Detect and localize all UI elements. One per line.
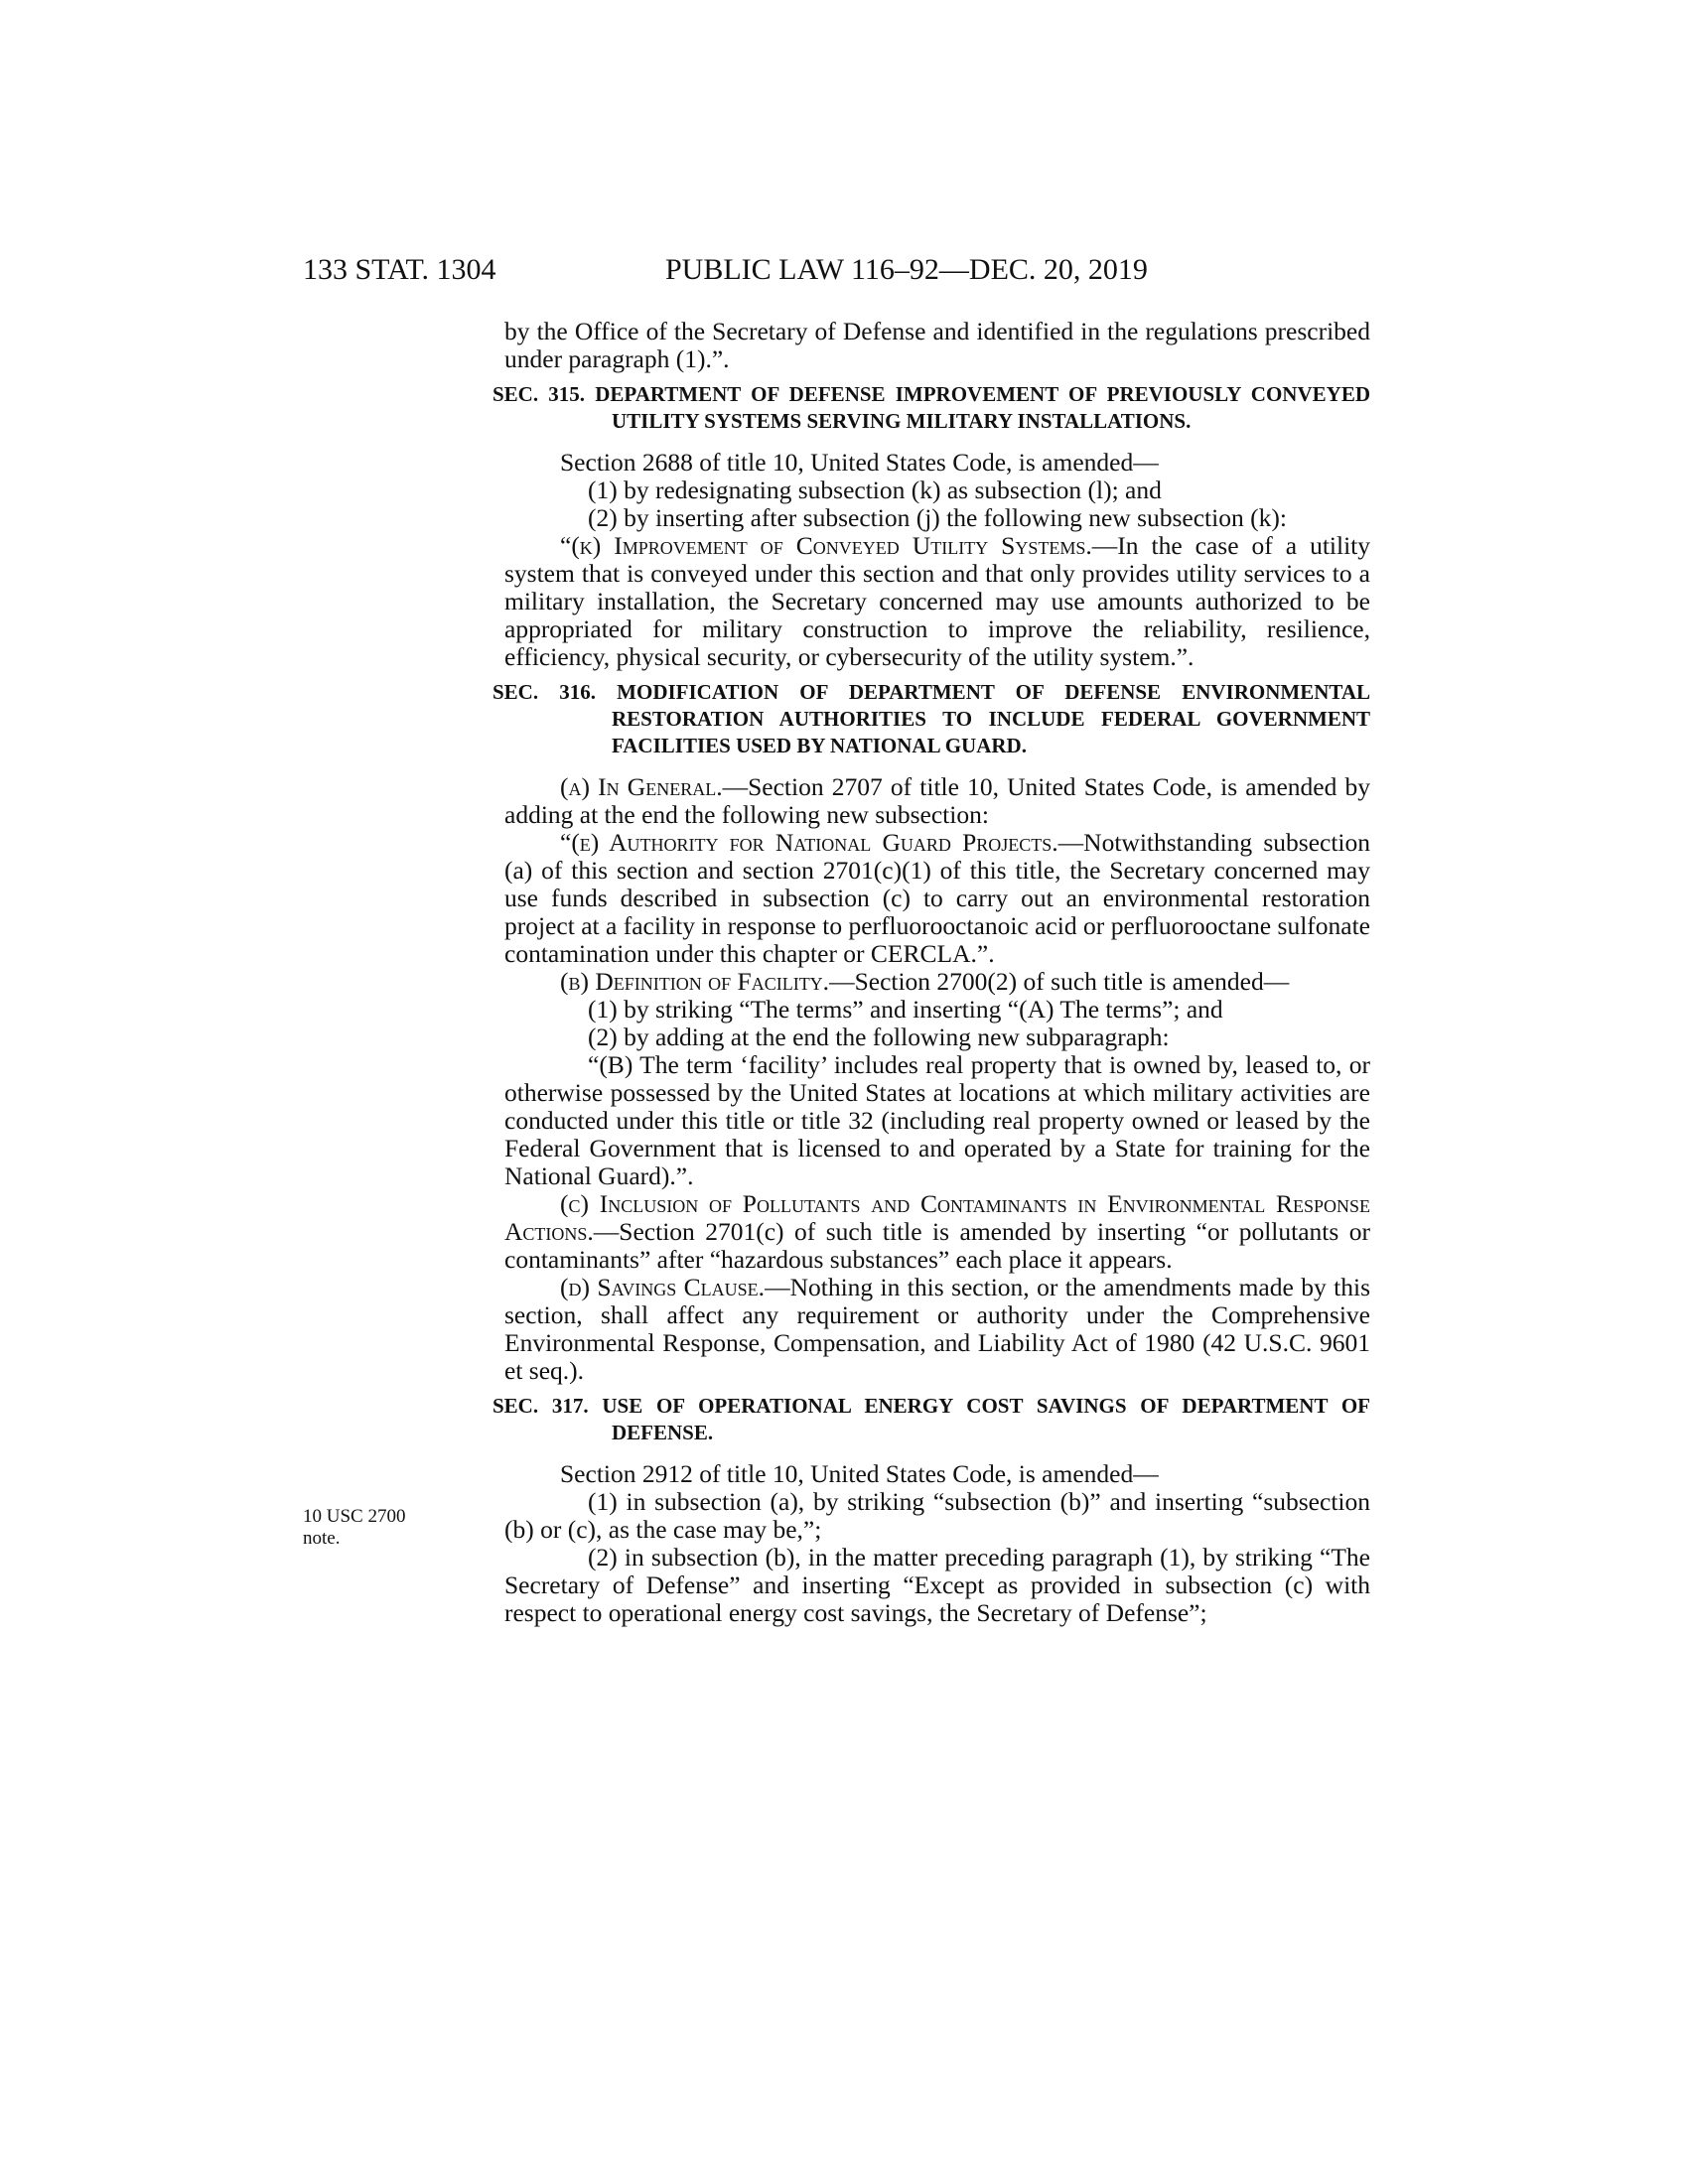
paragraph	[504, 829, 1370, 968]
paragraph-heading: (b) Definition of Facility.	[560, 967, 830, 996]
paragraph-heading: (d) Savings Clause.	[560, 1273, 766, 1301]
paragraph	[504, 1274, 1370, 1385]
section-heading-317: SEC. 317. USE OF OPERATIONAL ENERGY COST SAVINGS OF DEPARTMENT OF DEFENSE.	[492, 1394, 1370, 1444]
paragraph-text: —Section 2707 of title 10, United States Code, is amended by adding at the end the following new subsection:	[504, 772, 1370, 829]
margin-note-line: 10 USC 2700	[303, 1506, 406, 1527]
paragraph-heading: (c) Inclusion of Pollutants and Contaminants in Environmental Response Actions.	[504, 1189, 1370, 1246]
page-header	[303, 250, 1370, 290]
margin-note	[303, 1506, 442, 1550]
paragraph	[504, 1190, 1370, 1274]
paragraph: Section 2688 of title 10, United States Code, is amended—	[560, 448, 1159, 477]
document-body	[492, 317, 1370, 1627]
statute-page-reference: 133 STAT. 1304	[303, 253, 496, 286]
paragraph: “(B) The term ‘facility’ includes real property that is owned by, leased to, or otherwise possessed by the United States at locations at which military activities are conducted under this title or title 32 (including real property owned or leased by the Federal Government that is licensed to and operated by a State for training for the National Guard).”.	[504, 1050, 1370, 1190]
paragraph: (2) by adding at the end the following new subparagraph:	[588, 1023, 1170, 1051]
paragraph-text: —In the case of a utility system that is conveyed under this section and that only provides utility services to a military installation, the Secretary concerned may use amounts authorized to be appropriated for military construction to improve the reliability, resilience, efficiency, physical security, or cybersecurity of the utility system.”.	[504, 531, 1370, 671]
paragraph-text: —Nothing in this section, or the amendments made by this section, shall affect any requirement or authority under the Comprehensive Environmental Response, Compensation, and Liability Act of 1980 (42 U.S.C. 9601 et seq.).	[504, 1273, 1370, 1385]
paragraph: (1) by striking “The terms” and inserting “(A) The terms”; and	[588, 995, 1223, 1024]
paragraph: Section 2912 of title 10, United States Code, is amended—	[560, 1459, 1159, 1488]
margin-note-line: note.	[303, 1528, 341, 1549]
section-heading-315: SEC. 315. DEPARTMENT OF DEFENSE IMPROVEMENT OF PREVIOUSLY CONVEYED UTILITY SYSTEMS SERVING MILITARY INSTALLATIONS.	[492, 382, 1370, 433]
paragraph: (2) by inserting after subsection (j) the following new subsection (k):	[588, 503, 1287, 532]
paragraph	[504, 773, 1370, 829]
paragraph	[504, 532, 1370, 671]
paragraph: (1) in subsection (a), by striking “subsection (b)” and inserting “subsection (b) or (c), as the case may be,”;	[504, 1487, 1370, 1544]
paragraph: by the Office of the Secretary of Defense and identified in the regulations prescribed under paragraph (1).”.	[504, 317, 1370, 373]
public-law-title: PUBLIC LAW 116–92—DEC. 20, 2019	[665, 253, 1148, 286]
paragraph: (2) in subsection (b), in the matter preceding paragraph (1), by striking “The Secretary of Defense” and inserting “Except as provided in subsection (c) with respect to operational energy cost savings, the Secretary of Defense”;	[504, 1543, 1370, 1627]
paragraph-heading: (a) In General.	[560, 772, 723, 801]
paragraph-text: —Section 2701(c) of such title is amended by inserting “or pollutants or contaminants” after “hazardous substances” each place it appears.	[504, 1217, 1370, 1274]
paragraph-heading: “(e) Authority for National Guard Projects.	[560, 828, 1058, 857]
section-heading-316: SEC. 316. MODIFICATION OF DEPARTMENT OF DEFENSE ENVIRONMENTAL RESTORATION AUTHORITIES TO INCLUDE FEDERAL GOVERNMENT FACILITIES USED BY NATIONAL GUARD.	[492, 680, 1370, 757]
paragraph	[504, 968, 1370, 996]
paragraph-text: —Section 2700(2) of such title is amended—	[829, 967, 1290, 996]
paragraph-text: —Notwithstanding subsection (a) of this section and section 2701(c)(1) of this title, the Secretary concerned may use funds described in subsection (c) to carry out an environmental restoration project at a facility in response to perfluorooctanoic acid or perfluorooctane sulfonate contamination under this chapter or CERCLA.”.	[504, 828, 1370, 968]
paragraph: (1) by redesignating subsection (k) as subsection (l); and	[588, 476, 1162, 504]
paragraph-heading: “(k) Improvement of Conveyed Utility Systems.	[560, 531, 1092, 560]
